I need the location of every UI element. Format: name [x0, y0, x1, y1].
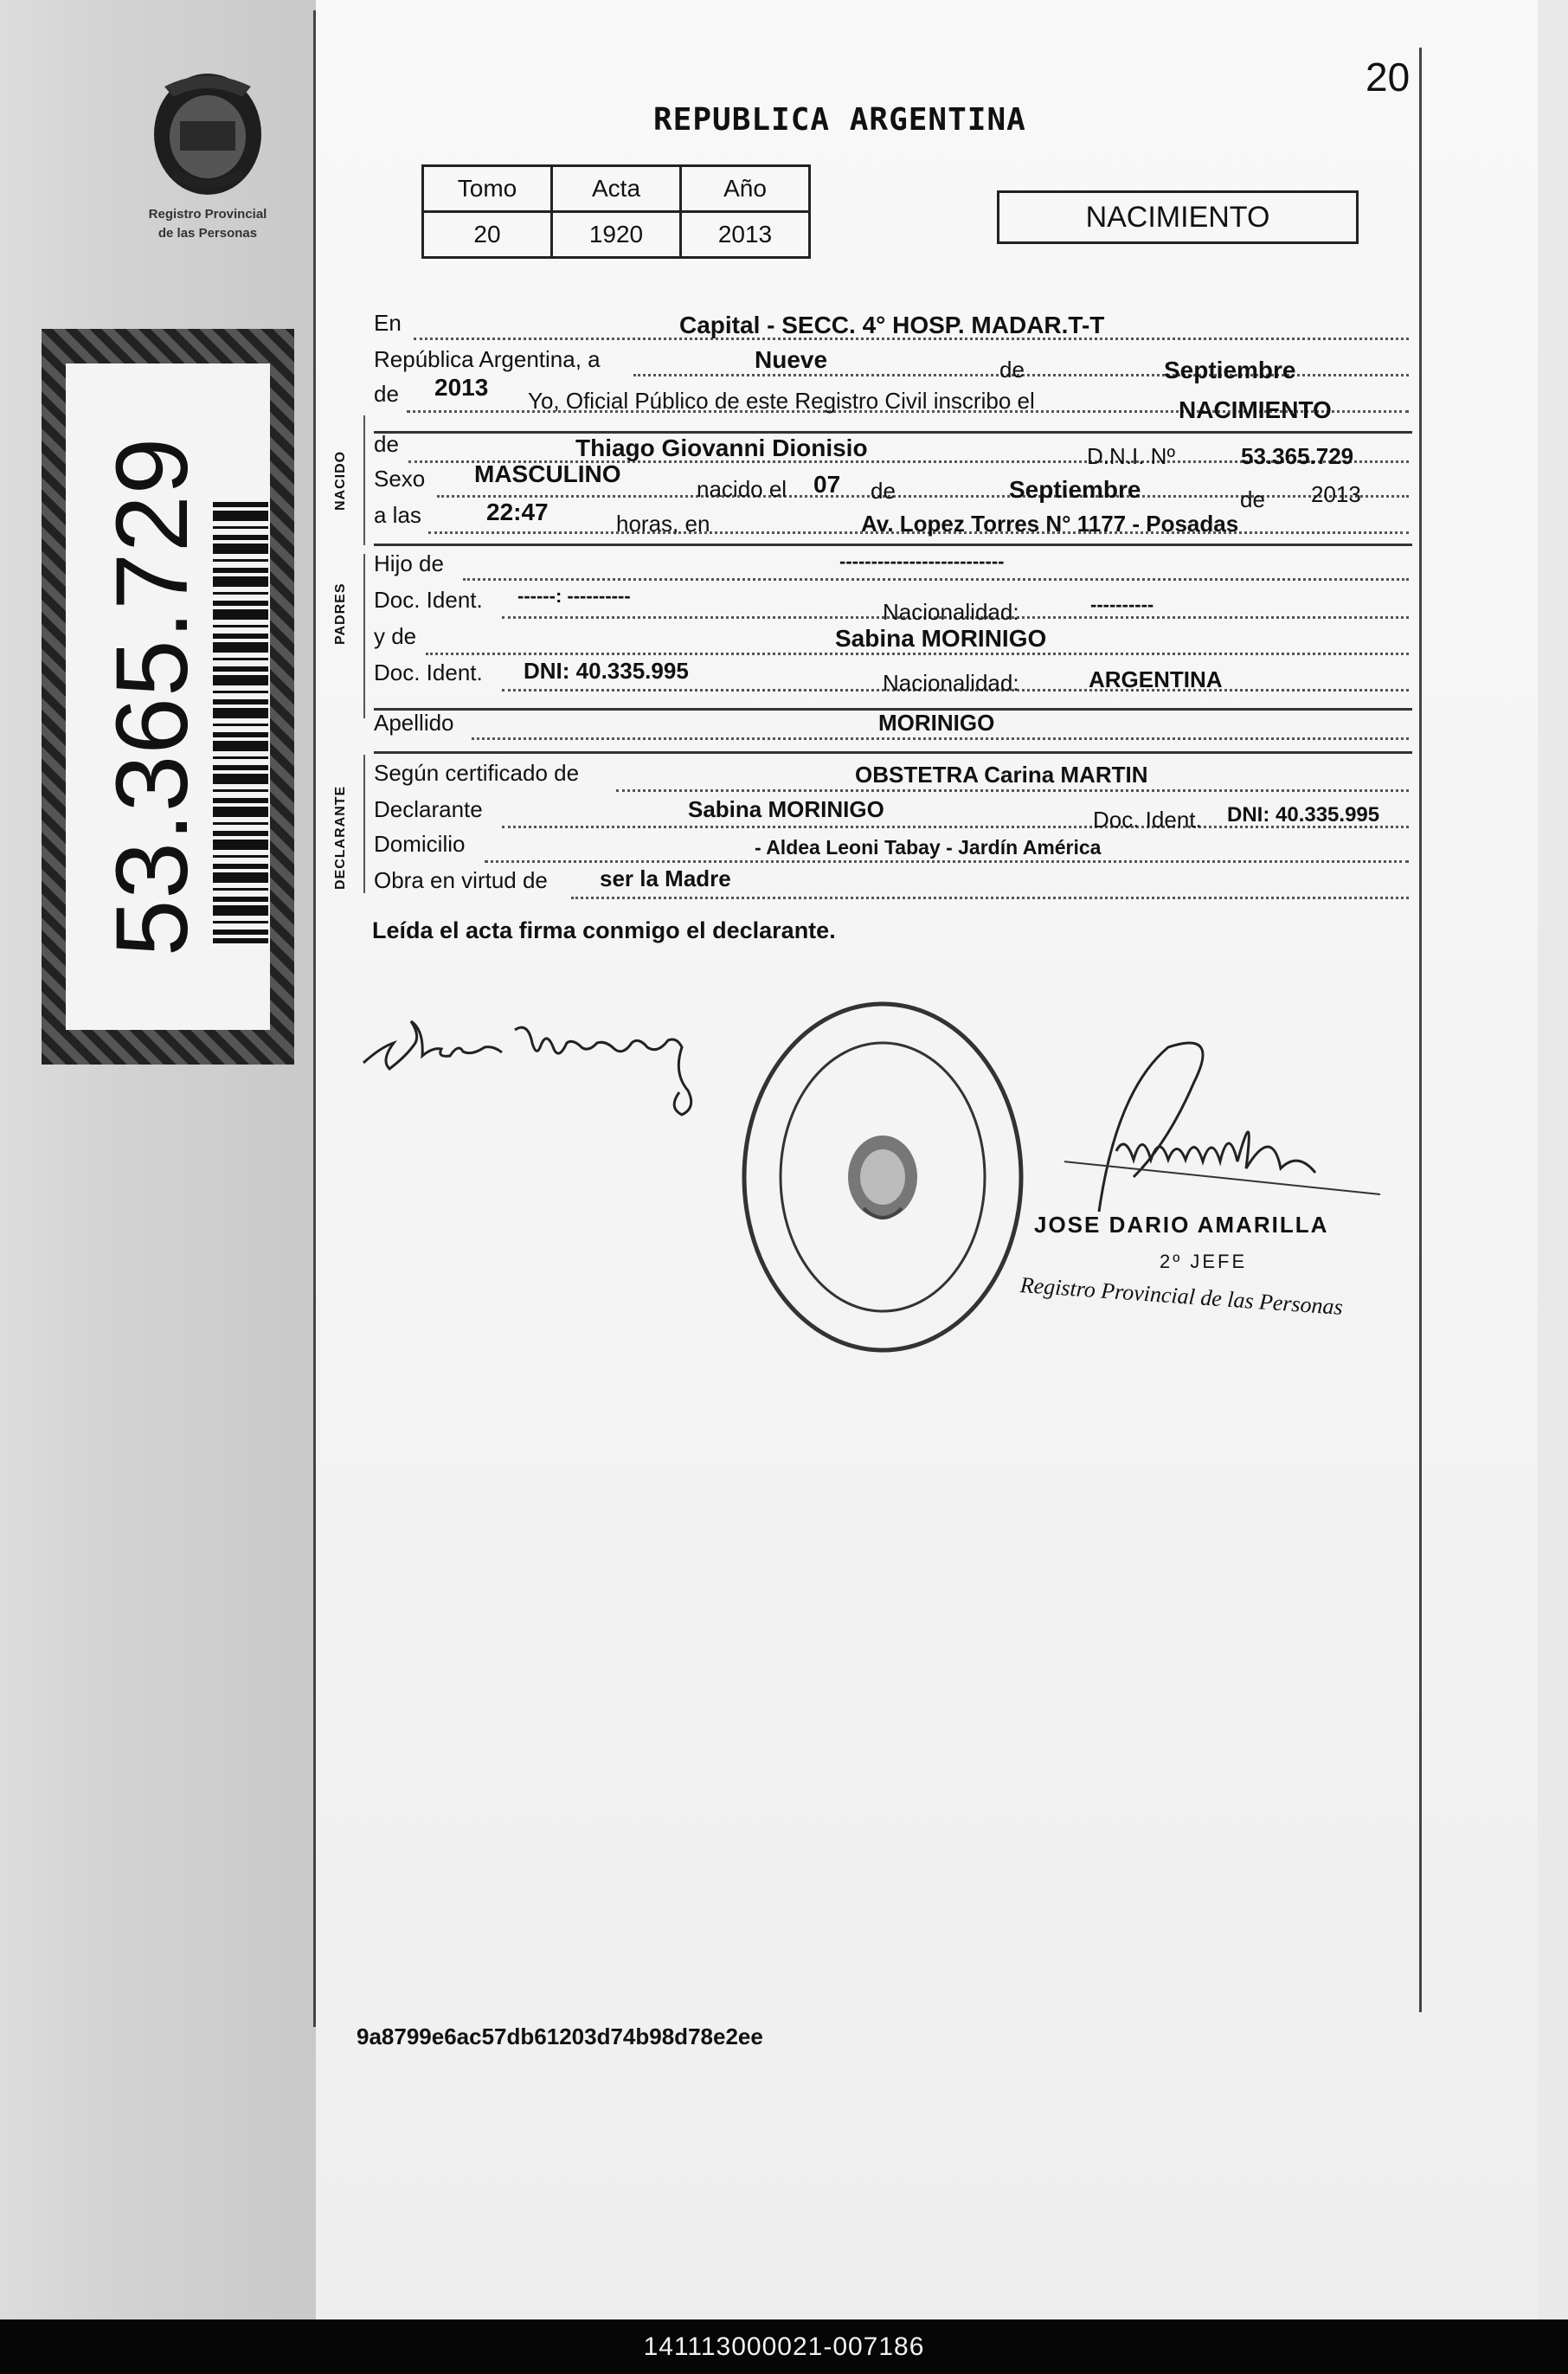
- de2-label: de: [374, 381, 399, 407]
- doc-label: Doc. Ident.: [374, 587, 483, 613]
- acta-value: 1920: [552, 212, 681, 258]
- section-divider: [374, 544, 1412, 546]
- dia-nacimiento: 07: [813, 471, 841, 498]
- domicilio-value: - Aldea Leoni Tabay - Jardín América: [755, 836, 1102, 859]
- republica-label: República Argentina, a: [374, 346, 601, 372]
- oficial-text: Yo, Oficial Público de este Registro Civil inscribo el: [528, 388, 1035, 414]
- apellido-label: Apellido: [374, 710, 454, 736]
- document-title: REPUBLICA ARGENTINA: [653, 102, 1026, 138]
- declarante-value: Sabina MORINIGO: [688, 796, 884, 822]
- certificado-value: OBSTETRA Carina MARTIN: [855, 762, 1148, 788]
- segun-label: Según certificado de: [374, 760, 580, 786]
- dotted-line: [616, 789, 1409, 792]
- barcode-number: 53.365.729: [95, 436, 209, 957]
- dotted-line: [472, 737, 1409, 740]
- footer-bar: [0, 2319, 1568, 2374]
- section-divider: [374, 431, 1412, 434]
- nacionalidad-label: Nacionalidad:: [883, 599, 1019, 625]
- dni-label: D.N.I. Nº: [1087, 443, 1175, 469]
- footer-id: 141113000021-007186: [643, 2332, 925, 2361]
- padre-nacionalidad: ----------: [1090, 594, 1154, 615]
- tomo-acta-table: [421, 164, 811, 259]
- hora-value: 22:47: [486, 499, 549, 525]
- obra-label: Obra en virtud de: [374, 867, 548, 893]
- dotted-line: [426, 653, 1409, 655]
- registry-logo: [121, 61, 294, 260]
- tomo-header: Tomo: [423, 166, 552, 212]
- dni-value: 53.365.729: [1241, 443, 1354, 469]
- declarante-label: Declarante: [374, 796, 483, 822]
- barcode-bars-icon: [213, 502, 268, 943]
- declarante-doc: DNI: 40.335.995: [1227, 803, 1380, 827]
- anio-value: 2013: [681, 212, 810, 258]
- official-name: JOSE DARIO AMARILLA: [1034, 1212, 1329, 1238]
- lugar-value: Capital - SECC. 4° HOSP. MADAR.T-T: [679, 312, 1105, 338]
- document-hash: 9a8799e6ac57db61203d74b98d78e2ee: [357, 2023, 763, 2049]
- de-label: de: [871, 478, 896, 504]
- padre-value: --------------------------: [839, 550, 1005, 572]
- right-border-line: [1419, 48, 1422, 2012]
- doc-label: Doc. Ident.: [1093, 807, 1202, 833]
- tomo-value: 20: [423, 212, 552, 258]
- closing-statement: Leída el acta firma conmigo el declarante.: [372, 917, 836, 943]
- official-stamp-icon: [736, 995, 1030, 1359]
- inscribo-value: NACIMIENTO: [1179, 396, 1332, 423]
- nacido-label: nacido el: [697, 476, 787, 502]
- logo-caption-1: Registro Provincial: [148, 207, 267, 222]
- dotted-line: [463, 578, 1409, 581]
- lugar-nacimiento: Av. Lopez Torres N° 1177 - Posadas: [861, 511, 1239, 537]
- barcode-inner: [66, 363, 270, 1030]
- nombre-value: Thiago Giovanni Dionisio: [575, 434, 868, 461]
- mes-value: Septiembre: [1164, 357, 1296, 383]
- section-divider: [374, 751, 1412, 754]
- logo-caption-2: de las Personas: [157, 226, 258, 241]
- section-bar: [363, 554, 365, 718]
- horas-label: horas, en: [616, 511, 710, 537]
- de-label: de: [999, 357, 1025, 383]
- obra-value: ser la Madre: [600, 865, 731, 891]
- page-number: 20: [1366, 55, 1411, 100]
- barcode-label: [42, 329, 294, 1065]
- section-bar: [363, 415, 365, 545]
- doc2-label: Doc. Ident.: [374, 659, 483, 685]
- sexo-value: MASCULINO: [474, 460, 621, 487]
- official-office: Registro Provincial de las Personas: [1019, 1272, 1344, 1320]
- de-label: de: [374, 431, 399, 457]
- alas-label: a las: [374, 502, 421, 528]
- padres-section-label: PADRES: [333, 582, 348, 645]
- anio-nacimiento: 2013: [1311, 481, 1361, 507]
- coat-of-arms-icon: [138, 61, 277, 199]
- dotted-line: [485, 860, 1409, 863]
- apellido-value: MORINIGO: [878, 710, 995, 736]
- official-role: 2º JEFE: [1160, 1251, 1248, 1272]
- mes-nacimiento: Septiembre: [1009, 476, 1141, 503]
- act-type-box: NACIMIENTO: [997, 190, 1359, 244]
- dotted-line: [571, 897, 1409, 899]
- madre-nacionalidad: ARGENTINA: [1089, 666, 1223, 692]
- declarante-section-label: DECLARANTE: [333, 785, 348, 890]
- madre-value: Sabina MORINIGO: [835, 625, 1047, 652]
- anio-header: Año: [681, 166, 810, 212]
- nacido-section-label: NACIDO: [333, 450, 348, 511]
- anio-value: 2013: [434, 374, 489, 401]
- dia-value: Nueve: [755, 346, 828, 373]
- sexo-label: Sexo: [374, 466, 426, 492]
- madre-doc: DNI: 40.335.995: [524, 658, 689, 684]
- padre-doc: ------: ----------: [517, 585, 631, 607]
- hijo-label: Hijo de: [374, 550, 444, 576]
- left-border-line: [313, 10, 316, 2027]
- domicilio-label: Domicilio: [374, 831, 466, 857]
- de-label: de: [1240, 486, 1265, 512]
- yde-label: y de: [374, 623, 417, 649]
- acta-header: Acta: [552, 166, 681, 212]
- nacionalidad2-label: Nacionalidad:: [883, 670, 1019, 696]
- en-label: En: [374, 310, 402, 336]
- declarante-signature-icon: [355, 995, 753, 1125]
- section-bar: [363, 755, 365, 893]
